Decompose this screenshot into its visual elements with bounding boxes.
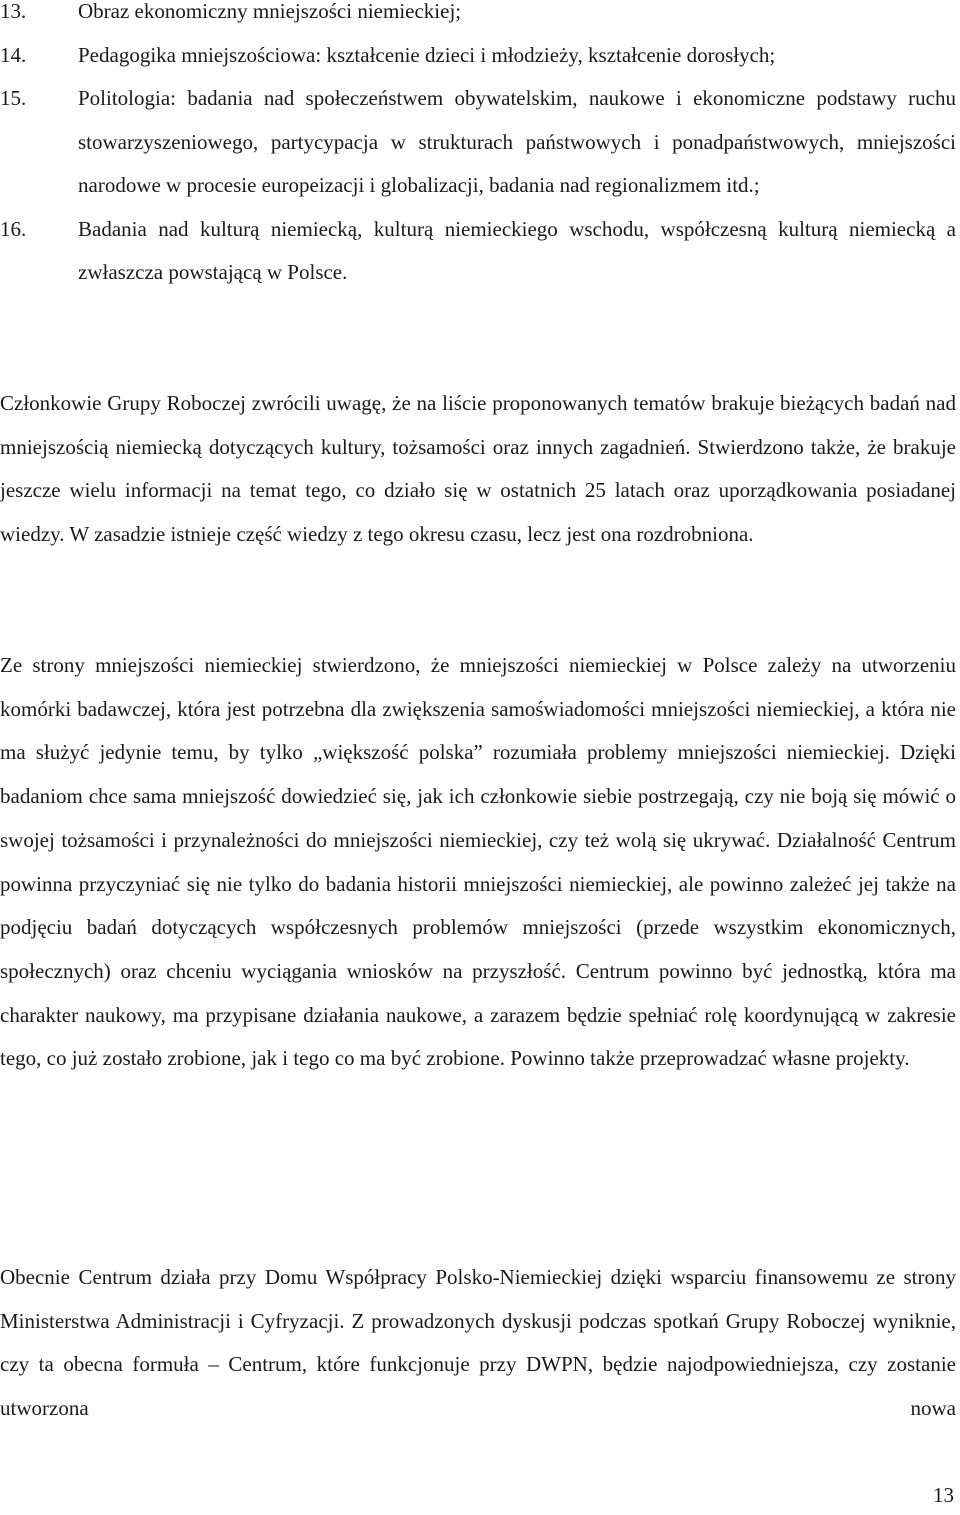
- page-number: 13: [933, 1483, 954, 1507]
- list-item: [0, 0, 956, 34]
- topics-list: [0, 0, 956, 295]
- list-item: [0, 77, 956, 208]
- list-item-text: Badania nad kulturą niemiecką, kulturą niemieckiego wschodu, współczesną kulturą niemiecką a zwłaszcza powstającą w Polsce.: [78, 216, 956, 284]
- list-item: [0, 34, 956, 78]
- list-item-number: 13.: [0, 0, 27, 23]
- paragraph-working-group-remarks: Członkowie Grupy Roboczej zwrócili uwagę, że na liście proponowanych tematów brakuje bieżących badań nad mniejszością niemiecką dotyczących kultury, tożsamości oraz innych zagadnień. Stwierdzono także, że brakuje jeszcze wielu informacji na temat tego, co działo się w ostatnich 25 latach oraz uporządkowania posiadanej wiedzy. W zasadzie istnieje część wiedzy z tego okresu czasu, lecz jest ona rozdrobniona.: [0, 391, 956, 547]
- list-item: [0, 208, 956, 295]
- paragraph-minority-position: Ze strony mniejszości niemieckiej stwierdzono, że mniejszości niemieckiej w Polsce zależy na utworzeniu komórki badawczej, która jest potrzebna dla zwiększenia samoświadomości mniejszości niemieckiej, a która nie ma służyć jedynie temu, by tylko „większość polska” rozumiała problemy mniejszości niemieckiej. Dzięki badaniom chce sama mniejszość dowiedzieć się, jak ich członkowie siebie postrzegają, czy nie boją się mówić o swojej tożsamości i przynależności do mniejszości niemieckiej, czy też wolą się ukrywać. Działalność Centrum powinna przyczyniać się nie tylko do badania historii mniejszości niemieckiej, ale powinno zależeć jej także na podjęciu badań dotyczących współczesnych problemów mniejszości (przede wszystkim ekonomicznych, społecznych) oraz chceniu wyciągania wniosków na przyszłość. Centrum powinno być jednostką, która ma charakter naukowy, ma przypisane działania naukowe, a zarazem będzie spełniać rolę koordynującą w zakresie tego, co już zostało zrobione, jak i tego co ma być zrobione. Powinno także przeprowadzać własne projekty.: [0, 653, 956, 1071]
- paragraph-centre-status: Obecnie Centrum działa przy Domu Współpracy Polsko-Niemieckiej dzięki wsparciu finansowemu ze strony Ministerstwa Administracji i Cyfryzacji. Z prowadzonych dyskusji podczas spotkań Grupy Roboczej wyniknie, czy ta obecna formuła – Centrum, które funkcjonuje przy DWPN, będzie najodpowiedniejsza, czy zostanie utworzona nowa: [0, 1265, 956, 1421]
- list-item-number: 14.: [0, 42, 27, 67]
- list-item-text: Pedagogika mniejszościowa: kształcenie dzieci i młodzieży, kształcenie dorosłych;: [78, 42, 776, 67]
- list-item-number: 16.: [0, 216, 27, 241]
- list-item-text: Obraz ekonomiczny mniejszości niemieckiej;: [78, 0, 462, 23]
- list-item-number: 15.: [0, 86, 27, 110]
- list-item-text: Politologia: badania nad społeczeństwem obywatelskim, naukowe i ekonomiczne podstawy ruchu stowarzyszeniowego, partycypacja w strukturach państwowych i ponadpaństwowych, mniejszości narodowe w procesie europeizacji i globalizacji, badania nad regionalizmem itd.;: [78, 86, 956, 197]
